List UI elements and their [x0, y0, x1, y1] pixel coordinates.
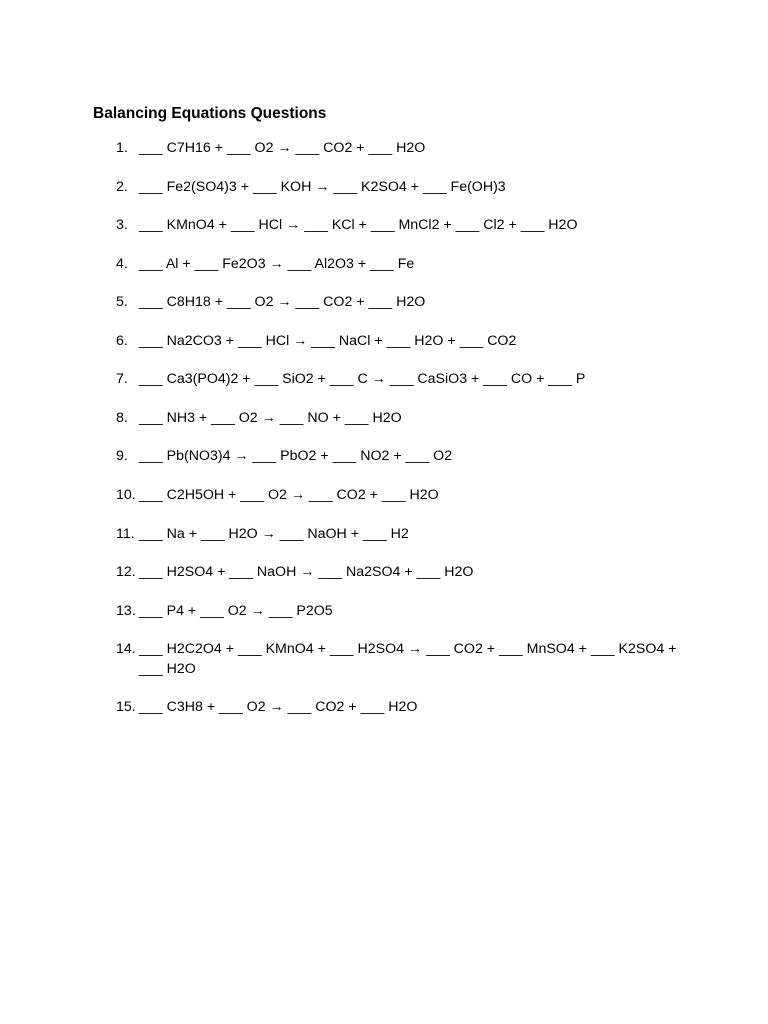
question-number: 6. [116, 333, 128, 349]
question-number: 15. [116, 699, 136, 715]
question-number: 14. [116, 641, 136, 657]
question-equation: ___ C3H8 + ___ O2 → ___ CO2 + ___ H2O [139, 699, 418, 715]
question-number: 13. [116, 603, 136, 619]
question-number: 5. [116, 294, 128, 310]
question-equation: ___ C7H16 + ___ O2 → ___ CO2 + ___ H2O [139, 140, 426, 156]
question-equation: ___ Pb(NO3)4 → ___ PbO2 + ___ NO2 + ___ O2 [139, 448, 453, 464]
question-number: 12. [116, 564, 136, 580]
question-number: 4. [116, 256, 128, 272]
question-number: 2. [116, 179, 128, 195]
question-equation: ___ C8H18 + ___ O2 → ___ CO2 + ___ H2O [139, 294, 426, 310]
question-equation: ___ C2H5OH + ___ O2 → ___ CO2 + ___ H2O [139, 487, 439, 503]
question-equation: ___ Ca3(PO4)2 + ___ SiO2 + ___ C → ___ CaSiO3 + ___ CO + ___ P [139, 371, 586, 387]
question-number: 10. [116, 487, 136, 503]
question-equation: ___ Na + ___ H2O → ___ NaOH + ___ H2 [139, 526, 409, 542]
question-number: 7. [116, 371, 128, 387]
question-equation: ___ Al + ___ Fe2O3 → ___ Al2O3 + ___ Fe [139, 256, 415, 272]
page-title: Balancing Equations Questions [93, 105, 327, 122]
question-number: 9. [116, 448, 128, 464]
question-equation: ___ Fe2(SO4)3 + ___ KOH → ___ K2SO4 + ___ Fe(OH)3 [139, 179, 506, 195]
question-number: 3. [116, 217, 128, 233]
question-equation: ___ NH3 + ___ O2 → ___ NO + ___ H2O [139, 410, 402, 426]
question-equation: ___ Na2CO3 + ___ HCl → ___ NaCl + ___ H2O + ___ CO2 [139, 333, 517, 349]
question-equation: ___ P4 + ___ O2 → ___ P2O5 [139, 603, 333, 619]
question-number: 11. [116, 526, 135, 542]
question-equation: ___ H2C2O4 + ___ KMnO4 + ___ H2SO4 → ___ CO2 + ___ MnSO4 + ___ K2SO4 + ___ H2O [139, 641, 677, 677]
question-equation: ___ H2SO4 + ___ NaOH → ___ Na2SO4 + ___ H2O [139, 564, 474, 580]
question-number: 8. [116, 410, 128, 426]
question-equation: ___ KMnO4 + ___ HCl → ___ KCl + ___ MnCl2 + ___ Cl2 + ___ H2O [139, 217, 578, 233]
question-number: 1. [116, 140, 128, 156]
